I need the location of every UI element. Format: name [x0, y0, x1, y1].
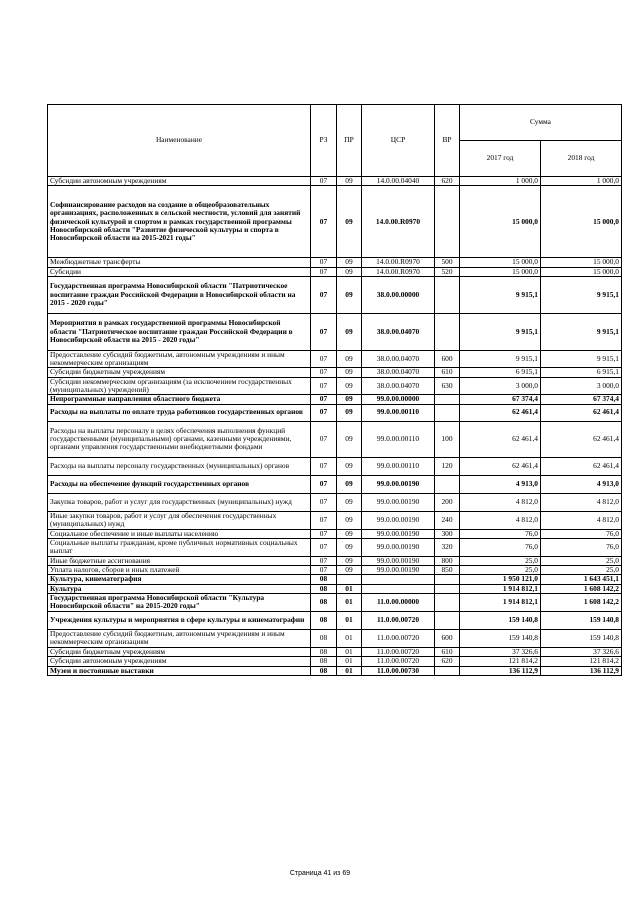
cell-csr: 99.0.00.00110 [362, 457, 435, 475]
cell-sum-2017: 4 913,0 [460, 475, 541, 493]
cell-vr: 520 [435, 267, 460, 276]
cell-sum-2018: 62 461,4 [541, 421, 622, 457]
cell-csr: 11.0.00.00720 [362, 657, 435, 666]
cell-vr: 850 [435, 566, 460, 575]
cell-vr [435, 475, 460, 493]
cell-csr: 38.0.00.04070 [362, 377, 435, 395]
cell-name: Закупка товаров, работ и услуг для государственных (муниципальных) нужд [48, 493, 311, 511]
cell-name: Межбюджетные трансферты [48, 258, 311, 267]
cell-csr: 38.0.00.04070 [362, 313, 435, 350]
table-row [48, 421, 622, 457]
cell-pr: 09 [337, 177, 362, 186]
cell-csr [362, 584, 435, 593]
cell-sum-2018: 1 643 451,1 [541, 575, 622, 584]
cell-pr [337, 575, 362, 584]
cell-name: Предоставление субсидий бюджетным, автономным учреждениям и иным некоммерческим организациям [48, 629, 311, 647]
cell-sum-2018: 15 000,0 [541, 267, 622, 276]
cell-sum-2017: 1 950 121,0 [460, 575, 541, 584]
table-row [48, 611, 622, 629]
cell-pr: 09 [337, 404, 362, 421]
cell-name: Иные бюджетные ассигнования [48, 556, 311, 565]
cell-vr [435, 666, 460, 675]
cell-vr: 610 [435, 647, 460, 656]
budget-table [47, 104, 622, 676]
table-row [48, 529, 622, 538]
cell-sum-2018: 1 608 142,2 [541, 584, 622, 593]
cell-csr: 38.0.00.04070 [362, 368, 435, 377]
cell-rz: 07 [311, 421, 337, 457]
cell-vr: 620 [435, 657, 460, 666]
cell-vr [435, 593, 460, 611]
header-pr: ПР [337, 105, 362, 177]
cell-pr: 01 [337, 611, 362, 629]
cell-vr: 320 [435, 538, 460, 556]
cell-rz: 07 [311, 538, 337, 556]
cell-sum-2018: 62 461,4 [541, 404, 622, 421]
cell-rz: 07 [311, 368, 337, 377]
table-row [48, 276, 622, 313]
cell-sum-2017: 6 915,1 [460, 368, 541, 377]
cell-pr: 01 [337, 584, 362, 593]
cell-vr [435, 611, 460, 629]
cell-sum-2018: 121 814,2 [541, 657, 622, 666]
cell-rz: 07 [311, 457, 337, 475]
cell-name: Расходы на выплаты персоналу в целях обеспечения выполнения функций государственными (муниципальными) органами, казенными учреждениями, органами управления государственными внебюджетными фондами [48, 421, 311, 457]
table-row [48, 258, 622, 267]
cell-name: Культура [48, 584, 311, 593]
cell-rz: 07 [311, 350, 337, 368]
table-row [48, 350, 622, 368]
table-row [48, 584, 622, 593]
cell-csr: 99.0.00.00190 [362, 529, 435, 538]
table-row [48, 313, 622, 350]
cell-vr: 600 [435, 629, 460, 647]
cell-csr: 14.0.00.R0970 [362, 186, 435, 258]
table-row [48, 186, 622, 258]
cell-name: Субсидии бюджетным учреждениям [48, 647, 311, 656]
cell-sum-2018: 1 000,0 [541, 177, 622, 186]
cell-sum-2017: 15 000,0 [460, 258, 541, 267]
table-row [48, 377, 622, 395]
cell-pr: 09 [337, 395, 362, 404]
header-name: Наименование [48, 105, 311, 177]
cell-sum-2017: 76,0 [460, 538, 541, 556]
table-row [48, 629, 622, 647]
cell-csr: 14.0.00.04040 [362, 177, 435, 186]
cell-vr: 240 [435, 511, 460, 529]
cell-rz: 08 [311, 584, 337, 593]
cell-pr: 09 [337, 377, 362, 395]
cell-csr: 14.0.00.R0970 [362, 267, 435, 276]
table-row [48, 267, 622, 276]
cell-sum-2017: 159 140,8 [460, 611, 541, 629]
cell-csr: 99.0.00.00110 [362, 421, 435, 457]
cell-pr: 01 [337, 647, 362, 656]
cell-pr: 09 [337, 267, 362, 276]
cell-csr: 11.0.00.00720 [362, 647, 435, 656]
cell-name: Государственная программа Новосибирской области "Культура Новосибирской области" на 2015-2020 годы" [48, 593, 311, 611]
cell-name: Субсидии автономным учреждениям [48, 657, 311, 666]
cell-csr: 11.0.00.00720 [362, 629, 435, 647]
page-number: Страница 41 из 69 [289, 870, 351, 877]
cell-name: Предоставление субсидий бюджетным, автономным учреждениям и иным некоммерческим организациям [48, 350, 311, 368]
table-row [48, 457, 622, 475]
cell-sum-2018: 9 915,1 [541, 313, 622, 350]
cell-pr: 09 [337, 258, 362, 267]
cell-name: Расходы на выплаты персоналу государственных (муниципальных) органов [48, 457, 311, 475]
table-row [48, 177, 622, 186]
cell-csr: 11.0.00.00000 [362, 593, 435, 611]
cell-pr: 09 [337, 493, 362, 511]
header-rz: РЗ [311, 105, 337, 177]
cell-rz: 07 [311, 566, 337, 575]
cell-sum-2017: 136 112,9 [460, 666, 541, 675]
cell-csr: 38.0.00.04070 [362, 350, 435, 368]
cell-sum-2018: 159 140,8 [541, 611, 622, 629]
cell-sum-2017: 67 374,4 [460, 395, 541, 404]
cell-vr [435, 186, 460, 258]
cell-rz: 08 [311, 629, 337, 647]
cell-sum-2018: 4 913,0 [541, 475, 622, 493]
cell-sum-2017: 4 812,0 [460, 493, 541, 511]
cell-pr: 09 [337, 566, 362, 575]
cell-vr [435, 575, 460, 584]
cell-pr: 09 [337, 350, 362, 368]
cell-name: Государственная программа Новосибирской области "Патриотическое воспитание граждан Российской Федерации в Новосибирской области на 2015 - 2020 годы" [48, 276, 311, 313]
header-csr: ЦСР [362, 105, 435, 177]
header-sum: Сумма [460, 105, 622, 141]
cell-sum-2018: 15 000,0 [541, 258, 622, 267]
cell-sum-2018: 15 000,0 [541, 186, 622, 258]
cell-sum-2017: 9 915,1 [460, 313, 541, 350]
cell-rz: 08 [311, 666, 337, 675]
cell-csr: 11.0.00.00730 [362, 666, 435, 675]
cell-vr: 610 [435, 368, 460, 377]
cell-name: Субсидии [48, 267, 311, 276]
cell-sum-2017: 1 914 812,1 [460, 584, 541, 593]
cell-sum-2017: 15 000,0 [460, 186, 541, 258]
cell-sum-2018: 37 326,6 [541, 647, 622, 656]
cell-rz: 07 [311, 377, 337, 395]
cell-vr: 630 [435, 377, 460, 395]
cell-name: Субсидии некоммерческим организациям (за исключением государственных (муниципальных) учреждений) [48, 377, 311, 395]
table-row [48, 593, 622, 611]
cell-sum-2017: 3 000,0 [460, 377, 541, 395]
cell-rz: 07 [311, 475, 337, 493]
cell-name: Расходы на обеспечение функций государственных органов [48, 475, 311, 493]
cell-sum-2017: 1 000,0 [460, 177, 541, 186]
cell-sum-2017: 4 812,0 [460, 511, 541, 529]
cell-sum-2018: 76,0 [541, 529, 622, 538]
cell-vr [435, 276, 460, 313]
cell-sum-2018: 9 915,1 [541, 276, 622, 313]
cell-sum-2017: 62 461,4 [460, 421, 541, 457]
cell-rz: 07 [311, 177, 337, 186]
cell-rz: 08 [311, 657, 337, 666]
cell-name: Расходы на выплаты по оплате труда работников государственных органов [48, 404, 311, 421]
cell-name: Мероприятия в рамках государственной программы Новосибирской области "Патриотическое воспитание граждан Российской Федерации в Новосибирской области на 2015 - 2020 годы" [48, 313, 311, 350]
cell-pr: 09 [337, 529, 362, 538]
cell-sum-2018: 159 140,8 [541, 629, 622, 647]
cell-pr: 09 [337, 457, 362, 475]
cell-sum-2018: 25,0 [541, 566, 622, 575]
cell-pr: 09 [337, 368, 362, 377]
cell-pr: 09 [337, 556, 362, 565]
cell-csr: 38.0.00.00000 [362, 276, 435, 313]
cell-pr: 09 [337, 276, 362, 313]
cell-rz: 08 [311, 647, 337, 656]
cell-rz: 07 [311, 493, 337, 511]
cell-name: Софинансирование расходов на создание в общеобразовательных организациях, расположенных в сельской местности, условий для занятий физической культурой и спортом в рамках государственной программы Новосибирской области "Развитие физической культуры и спорта в Новосибирской области на 2015-2021 годы" [48, 186, 311, 258]
cell-rz: 07 [311, 267, 337, 276]
cell-sum-2017: 121 814,2 [460, 657, 541, 666]
cell-rz: 07 [311, 404, 337, 421]
table-row [48, 666, 622, 675]
cell-sum-2018: 6 915,1 [541, 368, 622, 377]
cell-name: Музеи и постоянные выставки [48, 666, 311, 675]
cell-csr: 99.0.00.00190 [362, 538, 435, 556]
cell-pr: 09 [337, 475, 362, 493]
cell-sum-2017: 15 000,0 [460, 267, 541, 276]
cell-csr: 11.0.00.00720 [362, 611, 435, 629]
cell-sum-2018: 76,0 [541, 538, 622, 556]
table-row [48, 657, 622, 666]
cell-sum-2018: 1 608 142,2 [541, 593, 622, 611]
table-row [48, 493, 622, 511]
cell-rz: 07 [311, 395, 337, 404]
cell-sum-2017: 25,0 [460, 566, 541, 575]
cell-rz: 07 [311, 276, 337, 313]
cell-sum-2018: 67 374,4 [541, 395, 622, 404]
cell-csr [362, 575, 435, 584]
cell-name: Культура, кинематография [48, 575, 311, 584]
cell-sum-2018: 4 812,0 [541, 511, 622, 529]
cell-pr: 01 [337, 657, 362, 666]
cell-sum-2018: 62 461,4 [541, 457, 622, 475]
cell-csr: 14.0.00.R0970 [362, 258, 435, 267]
cell-sum-2017: 25,0 [460, 556, 541, 565]
cell-pr: 01 [337, 593, 362, 611]
cell-sum-2017: 9 915,1 [460, 276, 541, 313]
cell-rz: 07 [311, 186, 337, 258]
cell-vr: 300 [435, 529, 460, 538]
cell-pr: 01 [337, 629, 362, 647]
cell-vr [435, 584, 460, 593]
cell-sum-2017: 9 915,1 [460, 350, 541, 368]
cell-sum-2017: 159 140,8 [460, 629, 541, 647]
cell-name: Непрограммные направления областного бюджета [48, 395, 311, 404]
header-year-2018: 2018 год [541, 141, 622, 177]
header-vr: ВР [435, 105, 460, 177]
table-row [48, 395, 622, 404]
cell-rz: 07 [311, 258, 337, 267]
cell-rz: 07 [311, 556, 337, 565]
table-row [48, 538, 622, 556]
cell-rz: 07 [311, 511, 337, 529]
cell-vr: 200 [435, 493, 460, 511]
header-year-2017: 2017 год [460, 141, 541, 177]
table-row [48, 475, 622, 493]
cell-name: Субсидии бюджетным учреждениям [48, 368, 311, 377]
cell-vr [435, 313, 460, 350]
table-row [48, 404, 622, 421]
cell-name: Иные закупки товаров, работ и услуг для обеспечения государственных (муниципальных) нужд [48, 511, 311, 529]
cell-vr: 800 [435, 556, 460, 565]
cell-sum-2018: 4 812,0 [541, 493, 622, 511]
cell-csr: 99.0.00.00190 [362, 556, 435, 565]
cell-pr: 09 [337, 313, 362, 350]
cell-name: Субсидии автономным учреждениям [48, 177, 311, 186]
cell-name: Уплата налогов, сборов и иных платежей [48, 566, 311, 575]
table-row [48, 575, 622, 584]
cell-sum-2017: 76,0 [460, 529, 541, 538]
cell-vr: 600 [435, 350, 460, 368]
cell-sum-2018: 25,0 [541, 556, 622, 565]
cell-csr: 99.0.00.00190 [362, 511, 435, 529]
cell-pr: 09 [337, 538, 362, 556]
table-row [48, 511, 622, 529]
cell-sum-2018: 136 112,9 [541, 666, 622, 675]
cell-vr: 120 [435, 457, 460, 475]
cell-sum-2017: 62 461,4 [460, 404, 541, 421]
cell-csr: 99.0.00.00110 [362, 404, 435, 421]
cell-sum-2017: 37 326,6 [460, 647, 541, 656]
cell-vr: 500 [435, 258, 460, 267]
cell-pr: 01 [337, 666, 362, 675]
cell-sum-2018: 3 000,0 [541, 377, 622, 395]
cell-csr: 99.0.00.00190 [362, 566, 435, 575]
cell-rz: 07 [311, 313, 337, 350]
cell-rz: 07 [311, 529, 337, 538]
cell-vr [435, 395, 460, 404]
cell-csr: 99.0.00.00190 [362, 475, 435, 493]
table-row [48, 368, 622, 377]
cell-sum-2017: 62 461,4 [460, 457, 541, 475]
cell-pr: 09 [337, 421, 362, 457]
cell-rz: 08 [311, 575, 337, 584]
cell-sum-2017: 1 914 812,1 [460, 593, 541, 611]
cell-rz: 08 [311, 593, 337, 611]
cell-vr: 620 [435, 177, 460, 186]
cell-vr [435, 404, 460, 421]
cell-csr: 99.0.00.00000 [362, 395, 435, 404]
table-body [48, 177, 622, 676]
cell-vr: 100 [435, 421, 460, 457]
cell-name: Учреждения культуры и мероприятия в сфере культуры и кинематографии [48, 611, 311, 629]
cell-pr: 09 [337, 511, 362, 529]
cell-sum-2018: 9 915,1 [541, 350, 622, 368]
cell-name: Социальные выплаты гражданам, кроме публичных нормативных социальных выплат [48, 538, 311, 556]
cell-csr: 99.0.00.00190 [362, 493, 435, 511]
cell-rz: 08 [311, 611, 337, 629]
cell-name: Социальное обеспечение и иные выплаты населению [48, 529, 311, 538]
cell-pr: 09 [337, 186, 362, 258]
